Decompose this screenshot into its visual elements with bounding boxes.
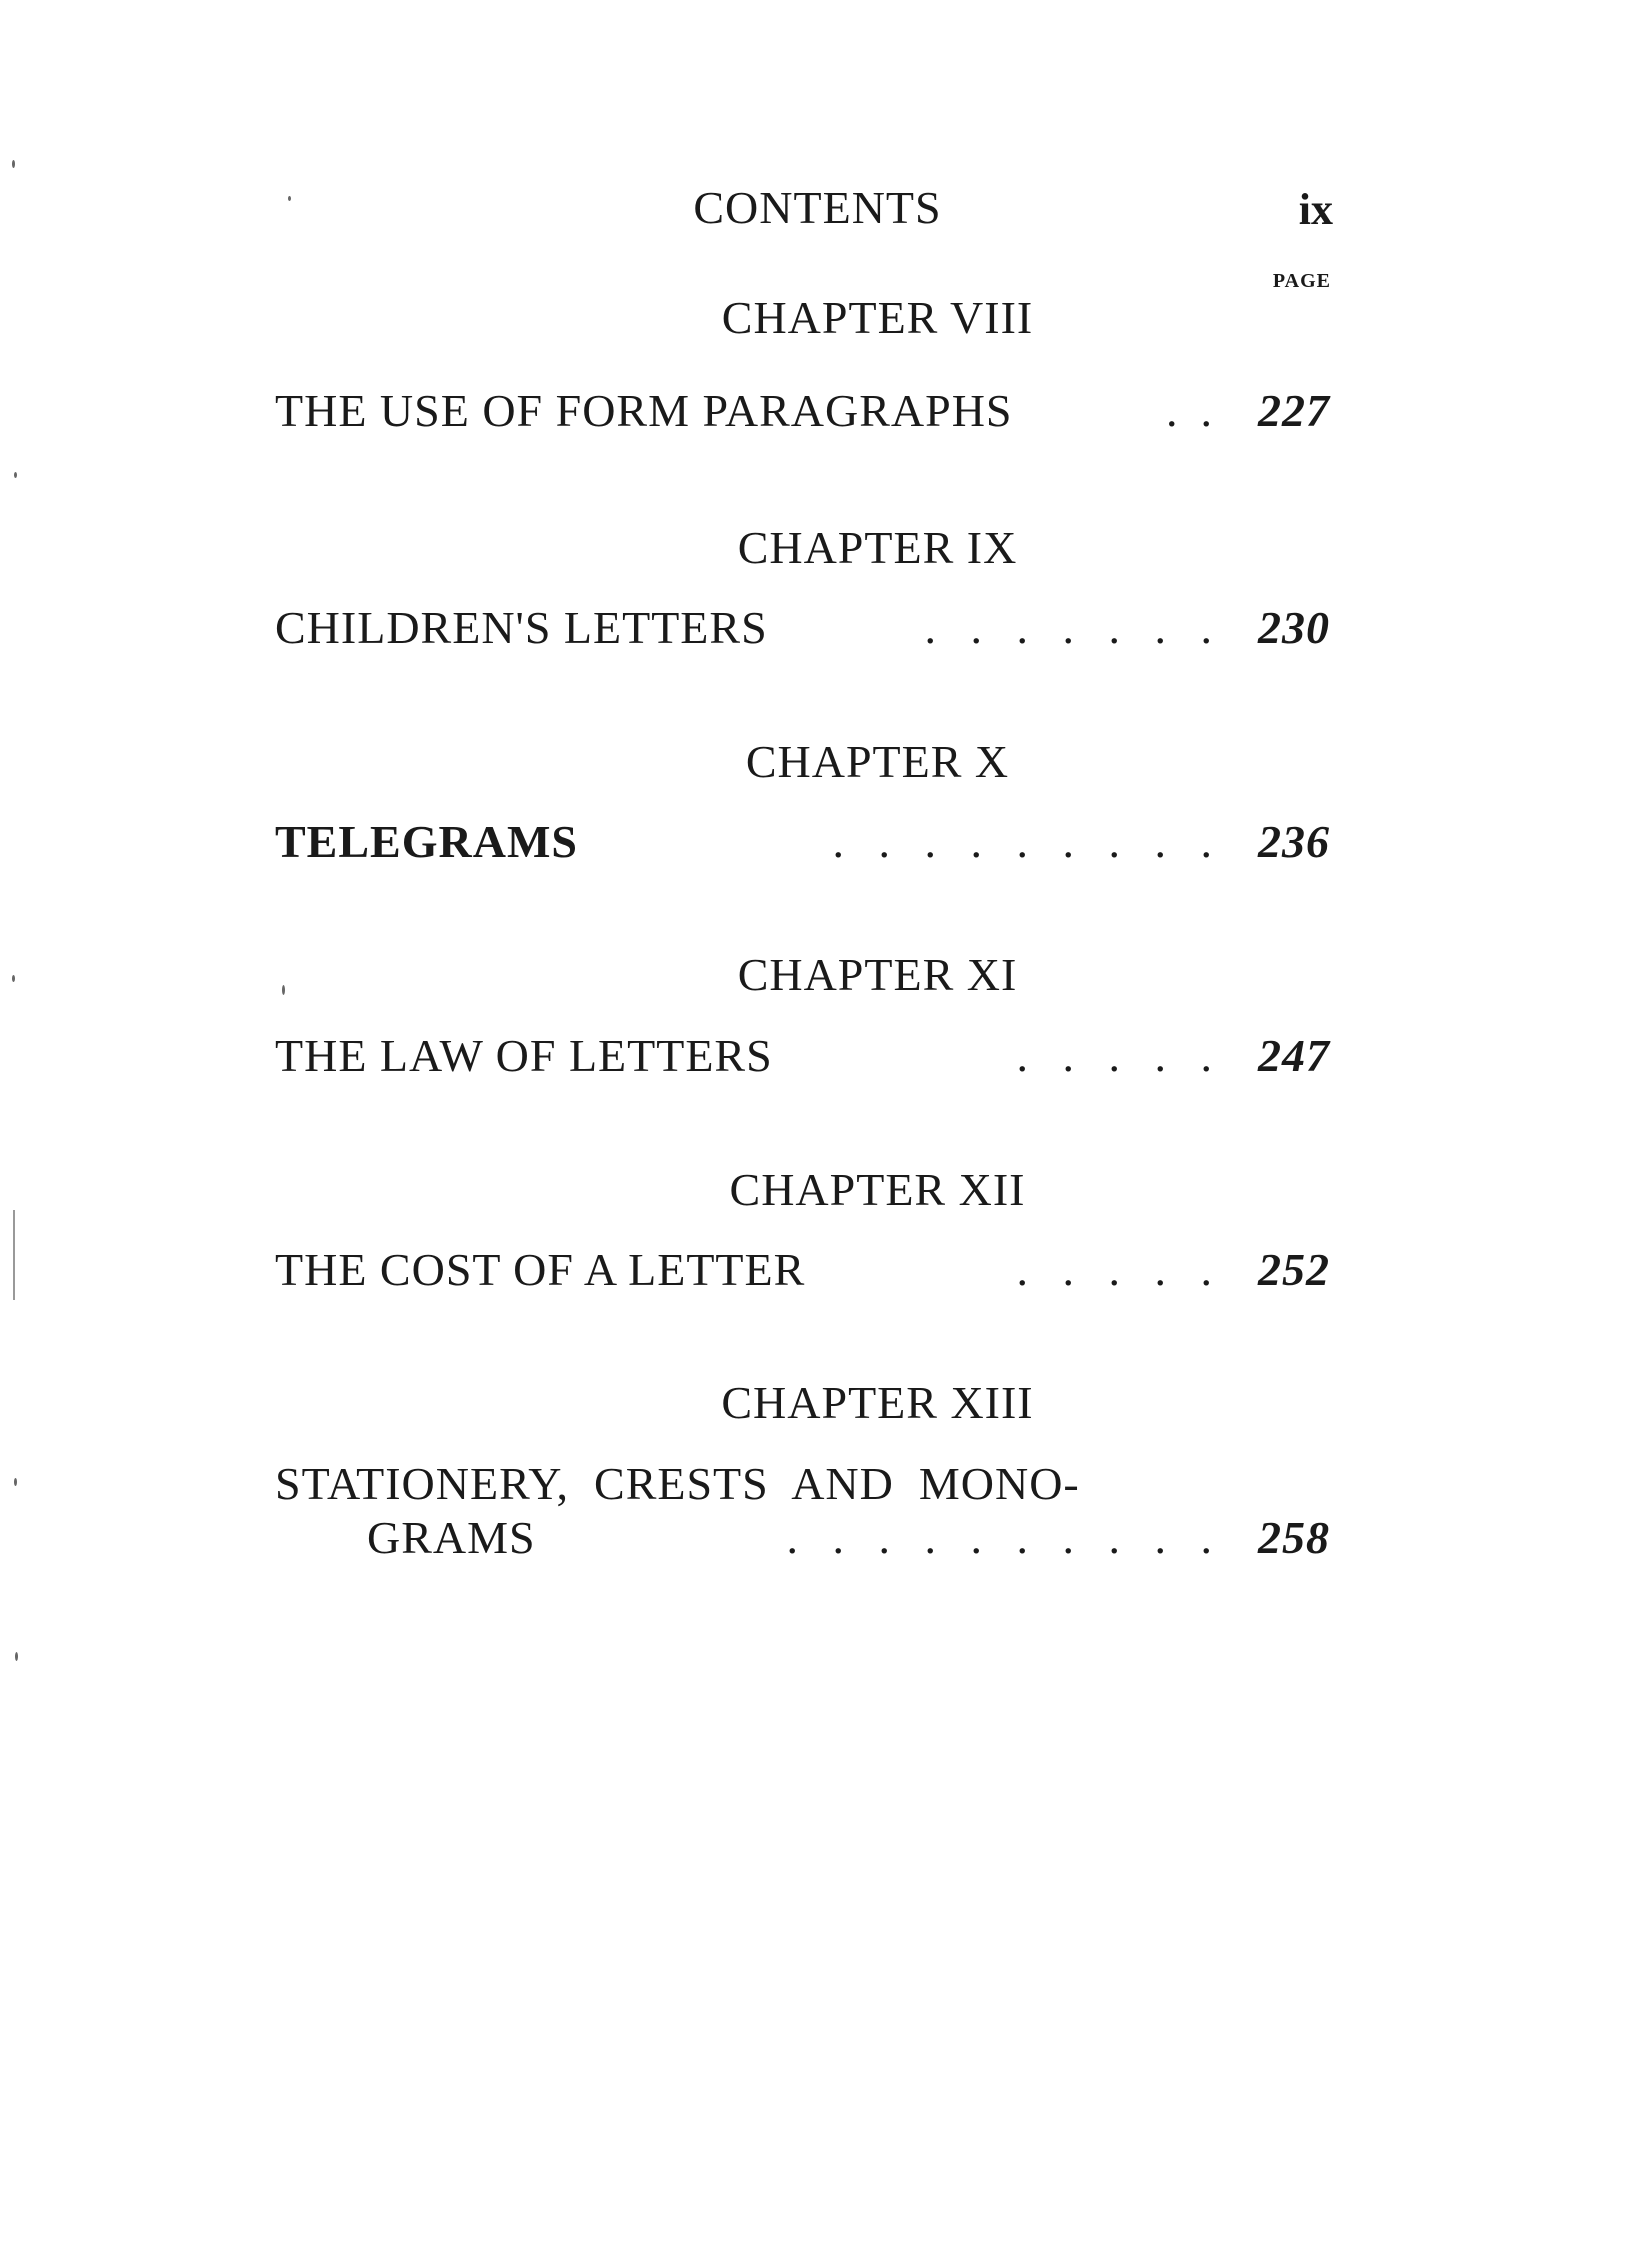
scan-speck xyxy=(12,160,15,168)
scan-speck xyxy=(14,1478,17,1486)
entry-title: CHILDREN'S LETTERS xyxy=(275,602,768,653)
toc-entry-continuation[interactable] xyxy=(275,1510,1330,1566)
chapter-heading: CHAPTER X xyxy=(745,736,1010,787)
page-column-label: PAGE xyxy=(1272,270,1331,292)
toc-entry[interactable] xyxy=(275,1028,1330,1084)
entry-title: STATIONERY, CRESTS AND MONO- xyxy=(275,1458,1080,1509)
dot-leaders: . . . . . xyxy=(1016,1030,1212,1081)
running-title: CONTENTS xyxy=(693,182,942,233)
entry-title: TELEGRAMS xyxy=(275,816,578,867)
scan-speck xyxy=(282,985,285,995)
dot-leaders: . . . . . . . . . . xyxy=(775,1512,1212,1563)
entry-page-number: 247 xyxy=(1258,1030,1330,1081)
page-number: ix xyxy=(1298,185,1333,234)
toc-entry[interactable] xyxy=(275,1456,1330,1512)
chapter-heading: CHAPTER VIII xyxy=(721,292,1034,343)
scan-speck xyxy=(15,1652,18,1661)
running-head xyxy=(0,178,1635,238)
chapter-heading: CHAPTER XII xyxy=(729,1164,1026,1215)
chapter-heading: CHAPTER IX xyxy=(737,522,1018,573)
chapter-heading: CHAPTER XI xyxy=(737,949,1018,1000)
dot-leaders: . . . . . . . . . xyxy=(832,816,1212,867)
toc-entry[interactable] xyxy=(275,814,1330,870)
toc-entry[interactable] xyxy=(275,600,1330,656)
entry-page-number: 252 xyxy=(1258,1244,1330,1295)
toc-entry[interactable] xyxy=(275,1242,1330,1298)
chapter-heading: CHAPTER XIII xyxy=(721,1377,1034,1428)
scan-speck xyxy=(14,472,17,478)
dot-leaders: . . xyxy=(1154,385,1212,436)
dot-leaders: . . . . . xyxy=(1005,1244,1212,1295)
entry-title-continued: GRAMS xyxy=(367,1512,536,1563)
dot-leaders: . . . . . . . xyxy=(913,602,1212,653)
entry-page-number: 230 xyxy=(1258,602,1330,653)
entry-page-number: 258 xyxy=(1258,1512,1330,1563)
entry-page-number: 227 xyxy=(1258,385,1330,436)
entry-title: THE LAW OF LETTERS xyxy=(275,1030,773,1081)
toc-entry[interactable] xyxy=(275,383,1330,439)
entry-title: THE COST OF A LETTER xyxy=(275,1244,806,1295)
scan-speck xyxy=(288,196,291,201)
entry-title: THE USE OF FORM PARAGRAPHS xyxy=(275,385,1013,436)
entry-page-number: 236 xyxy=(1258,816,1330,867)
scan-speck xyxy=(12,975,15,982)
scan-mark xyxy=(13,1210,15,1300)
